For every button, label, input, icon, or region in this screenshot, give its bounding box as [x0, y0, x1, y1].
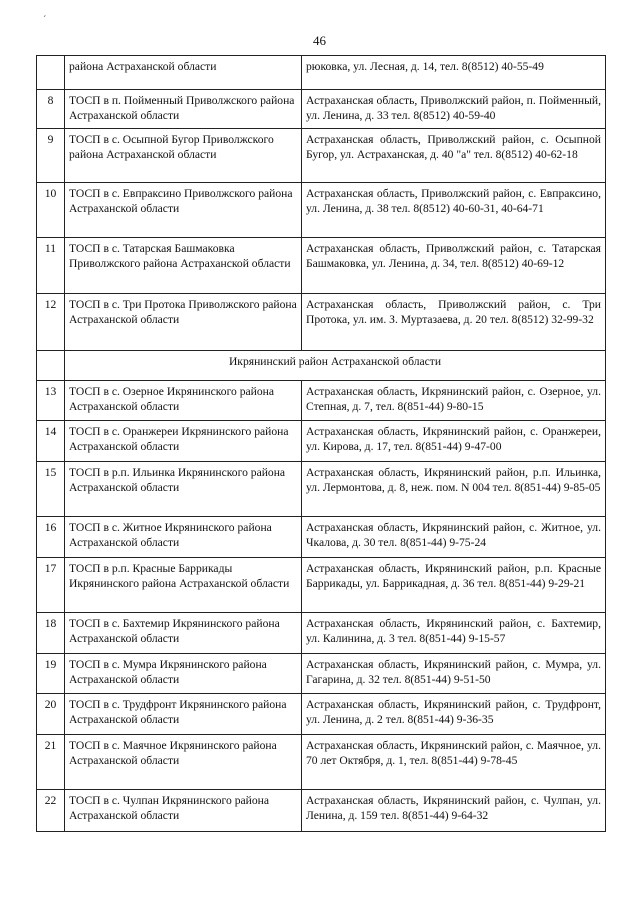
- table-row: [37, 613, 606, 654]
- page-number: 46: [313, 33, 326, 48]
- office-name: ТОСП в с. Евпраксино Приволжского района Астраханской области: [65, 183, 302, 238]
- office-name: ТОСП в р.п. Красные Баррикады Икрянинского района Астраханской области: [65, 558, 302, 613]
- row-number: [37, 56, 65, 90]
- office-address: Астраханская область, Приволжский район, п. Пойменный, ул. Ленина, д. 33 тел. 8(8512) 40-59-40: [302, 90, 606, 129]
- section-row: [37, 351, 606, 381]
- office-address: Астраханская область, Приволжский район, с. Евпраксино, ул. Ленина, д. 38 тел. 8(8512) 40-60-31, 40-64-71: [302, 183, 606, 238]
- office-name: ТОСП в с. Чулпан Икрянинского района Астраханской области: [65, 790, 302, 832]
- table-row: [37, 694, 606, 735]
- row-number: 10: [37, 183, 65, 238]
- table-row: [37, 381, 606, 421]
- row-number: 15: [37, 462, 65, 517]
- scan-mark: ´: [43, 15, 47, 26]
- table-row: [37, 129, 606, 183]
- row-number: 12: [37, 294, 65, 351]
- office-name: ТОСП в с. Трудфронт Икрянинского района Астраханской области: [65, 694, 302, 735]
- row-number: 8: [37, 90, 65, 129]
- office-name: района Астраханской области: [65, 56, 302, 90]
- row-number: 21: [37, 735, 65, 790]
- row-number: 16: [37, 517, 65, 558]
- office-address: Астраханская область, Икрянинский район, с. Мумра, ул. Гагарина, д. 32 тел. 8(851-44) 9-51-50: [302, 654, 606, 694]
- office-name: ТОСП в с. Оранжереи Икрянинского района Астраханской области: [65, 421, 302, 462]
- row-number: 19: [37, 654, 65, 694]
- office-address: Астраханская область, Икрянинский район, с. Озерное, ул. Степная, д. 7, тел. 8(851-44) 9-80-15: [302, 381, 606, 421]
- table-row: [37, 294, 606, 351]
- table-row: [37, 56, 606, 90]
- office-address: Астраханская область, Икрянинский район, с. Трудфронт, ул. Ленина, д. 2 тел. 8(851-44) 9-36-35: [302, 694, 606, 735]
- row-number: 17: [37, 558, 65, 613]
- row-number: 14: [37, 421, 65, 462]
- office-address: Астраханская область, Икрянинский район, с. Маячное, ул. 70 лет Октября, д. 1, тел. 8(851-44) 9-78-45: [302, 735, 606, 790]
- table-row: [37, 238, 606, 294]
- row-number: 13: [37, 381, 65, 421]
- office-name: ТОСП в с. Озерное Икрянинского района Астраханской области: [65, 381, 302, 421]
- office-name: ТОСП в с. Житное Икрянинского района Астраханской области: [65, 517, 302, 558]
- office-address: Астраханская область, Икрянинский район, с. Бахтемир, ул. Калинина, д. 3 тел. 8(851-44) 9-15-57: [302, 613, 606, 654]
- office-name: ТОСП в с. Три Протока Приволжского района Астраханской области: [65, 294, 302, 351]
- office-address: Астраханская область, Приволжский район, с. Татарская Башмаковка, ул. Ленина, д. 34, тел. 8(8512) 40-69-12: [302, 238, 606, 294]
- table-row: [37, 462, 606, 517]
- row-number: 11: [37, 238, 65, 294]
- office-address: Астраханская область, Икрянинский район, с. Оранжереи, ул. Кирова, д. 17, тел. 8(851-44) 9-47-00: [302, 421, 606, 462]
- office-address: рюковка, ул. Лесная, д. 14, тел. 8(8512) 40-55-49: [302, 56, 606, 90]
- row-number: 9: [37, 129, 65, 183]
- office-address: Астраханская область, Икрянинский район, р.п. Красные Баррикады, ул. Баррикадная, д. 36 тел. 8(851-44) 9-29-21: [302, 558, 606, 613]
- office-address: Астраханская область, Икрянинский район, с. Житное, ул. Чкалова, д. 30 тел. 8(851-44) 9-75-24: [302, 517, 606, 558]
- table-row: [37, 654, 606, 694]
- registry-table-body: [37, 56, 606, 832]
- office-name: ТОСП в с. Мумра Икрянинского района Астраханской области: [65, 654, 302, 694]
- office-name: ТОСП в р.п. Ильинка Икрянинского района Астраханской области: [65, 462, 302, 517]
- table-row: [37, 790, 606, 832]
- office-name: ТОСП в с. Маячное Икрянинского района Астраханской области: [65, 735, 302, 790]
- office-name: ТОСП в п. Пойменный Приволжского района Астраханской области: [65, 90, 302, 129]
- office-name: ТОСП в с. Бахтемир Икрянинского района Астраханской области: [65, 613, 302, 654]
- table-row: [37, 183, 606, 238]
- office-name: ТОСП в с. Осыпной Бугор Приволжского района Астраханской области: [65, 129, 302, 183]
- table-row: [37, 517, 606, 558]
- section-number-cell: [37, 351, 65, 381]
- table-row: [37, 735, 606, 790]
- table-row: [37, 558, 606, 613]
- office-address: Астраханская область, Икрянинский район, с. Чулпан, ул. Ленина, д. 159 тел. 8(851-44) 9-64-32: [302, 790, 606, 832]
- row-number: 20: [37, 694, 65, 735]
- section-heading: Икрянинский район Астраханской области: [65, 351, 606, 381]
- table-row: [37, 90, 606, 129]
- row-number: 22: [37, 790, 65, 832]
- office-name: ТОСП в с. Татарская Башмаковка Приволжского района Астраханской области: [65, 238, 302, 294]
- row-number: 18: [37, 613, 65, 654]
- office-address: Астраханская область, Приволжский район, с. Осыпной Бугор, ул. Астраханская, д. 40 "а" тел. 8(8512) 40-62-18: [302, 129, 606, 183]
- registry-table: [36, 55, 606, 832]
- office-address: Астраханская область, Приволжский район, с. Три Протока, ул. им. З. Муртазаева, д. 20 тел. 8(8512) 32-99-32: [302, 294, 606, 351]
- table-row: [37, 421, 606, 462]
- office-address: Астраханская область, Икрянинский район, р.п. Ильинка, ул. Лермонтова, д. 8, неж. пом. N 004 тел. 8(851-44) 9-85-05: [302, 462, 606, 517]
